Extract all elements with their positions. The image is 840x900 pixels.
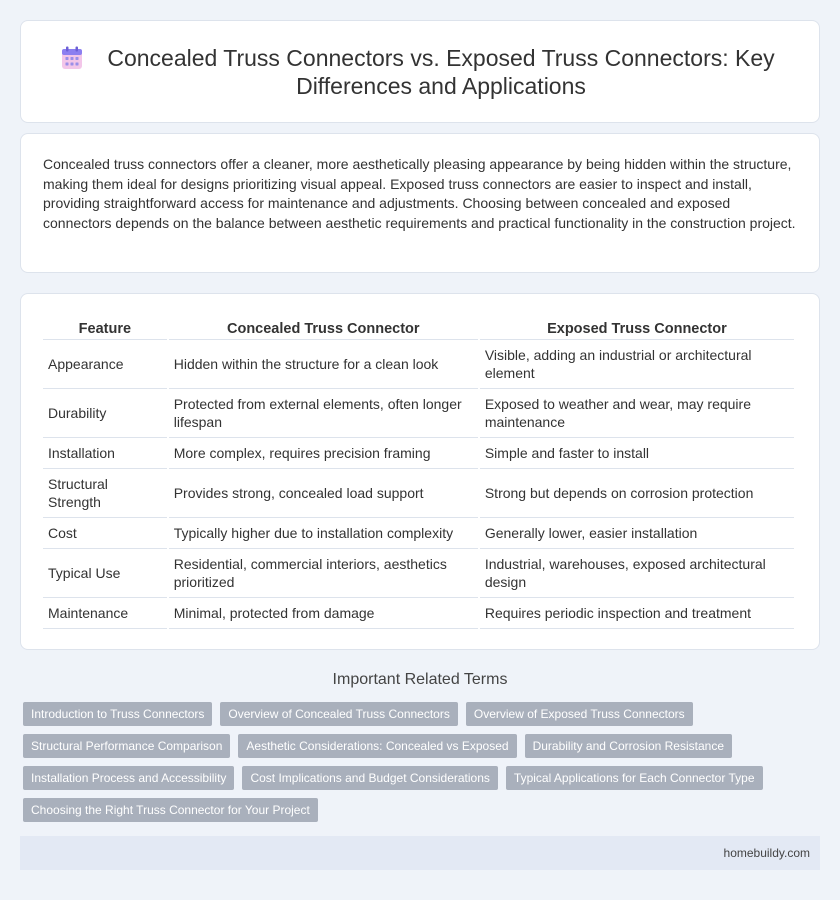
cell-exposed: Exposed to weather and wear, may require maintenance <box>480 389 794 438</box>
related-terms-list <box>23 702 820 822</box>
related-term-tag[interactable]: Structural Performance Comparison <box>23 734 230 758</box>
title-card <box>20 20 820 123</box>
cell-concealed: Minimal, protected from damage <box>169 598 478 629</box>
cell-concealed: Residential, commercial interiors, aesthetics prioritized <box>169 549 478 598</box>
cell-feature: Installation <box>43 438 167 469</box>
cell-feature: Appearance <box>43 340 167 389</box>
cell-feature: Maintenance <box>43 598 167 629</box>
comparison-table-card <box>20 293 820 650</box>
cell-exposed: Generally lower, easier installation <box>480 518 794 549</box>
related-term-tag[interactable]: Overview of Concealed Truss Connectors <box>220 702 457 726</box>
related-term-tag[interactable]: Aesthetic Considerations: Concealed vs Exposed <box>238 734 516 758</box>
related-term-tag[interactable]: Introduction to Truss Connectors <box>23 702 212 726</box>
cell-feature: Typical Use <box>43 549 167 598</box>
comparison-table <box>41 314 796 629</box>
related-terms-title: Important Related Terms <box>332 671 508 688</box>
header-concealed: Concealed Truss Connector <box>169 314 478 340</box>
related-term-tag[interactable]: Overview of Exposed Truss Connectors <box>466 702 693 726</box>
related-term-tag[interactable]: Cost Implications and Budget Considerations <box>242 766 497 790</box>
cell-exposed: Strong but depends on corrosion protection <box>480 469 794 518</box>
cell-concealed: Hidden within the structure for a clean look <box>169 340 478 389</box>
table-row <box>43 340 794 389</box>
footer-site-link[interactable]: homebuildy.com <box>723 846 810 860</box>
intro-card <box>20 133 820 273</box>
calendar-icon <box>61 46 83 70</box>
cell-exposed: Visible, adding an industrial or architectural element <box>480 340 794 389</box>
related-term-tag[interactable]: Choosing the Right Truss Connector for Your Project <box>23 798 318 822</box>
cell-concealed: Provides strong, concealed load support <box>169 469 478 518</box>
table-row <box>43 549 794 598</box>
related-term-tag[interactable]: Durability and Corrosion Resistance <box>525 734 732 758</box>
related-term-tag[interactable]: Typical Applications for Each Connector Type <box>506 766 763 790</box>
cell-concealed: Protected from external elements, often longer lifespan <box>169 389 478 438</box>
table-row <box>43 598 794 629</box>
page-title: Concealed Truss Connectors vs. Exposed Truss Connectors: Key Differences and Applications <box>107 44 775 99</box>
cell-concealed: Typically higher due to installation complexity <box>169 518 478 549</box>
related-term-tag[interactable]: Installation Process and Accessibility <box>23 766 234 790</box>
cell-feature: Structural Strength <box>43 469 167 518</box>
intro-paragraph: Concealed truss connectors offer a cleaner, more aesthetically pleasing appearance by being hidden within the structure, making them ideal for designs prioritizing visual appeal. Exposed truss connectors are easier to inspect and install, providing straightforward access for maintenance and adjustments. Choosing between concealed and exposed connectors depends on the balance between aesthetic requirements and practical functionality in the construction project. <box>43 156 796 231</box>
footer <box>20 836 820 870</box>
header-exposed: Exposed Truss Connector <box>480 314 794 340</box>
cell-exposed: Requires periodic inspection and treatment <box>480 598 794 629</box>
cell-concealed: More complex, requires precision framing <box>169 438 478 469</box>
cell-exposed: Simple and faster to install <box>480 438 794 469</box>
header-feature: Feature <box>43 314 167 340</box>
table-header-row <box>43 314 794 340</box>
table-row <box>43 389 794 438</box>
table-row <box>43 518 794 549</box>
table-row <box>43 469 794 518</box>
cell-feature: Durability <box>43 389 167 438</box>
cell-exposed: Industrial, warehouses, exposed architectural design <box>480 549 794 598</box>
cell-feature: Cost <box>43 518 167 549</box>
table-row <box>43 438 794 469</box>
